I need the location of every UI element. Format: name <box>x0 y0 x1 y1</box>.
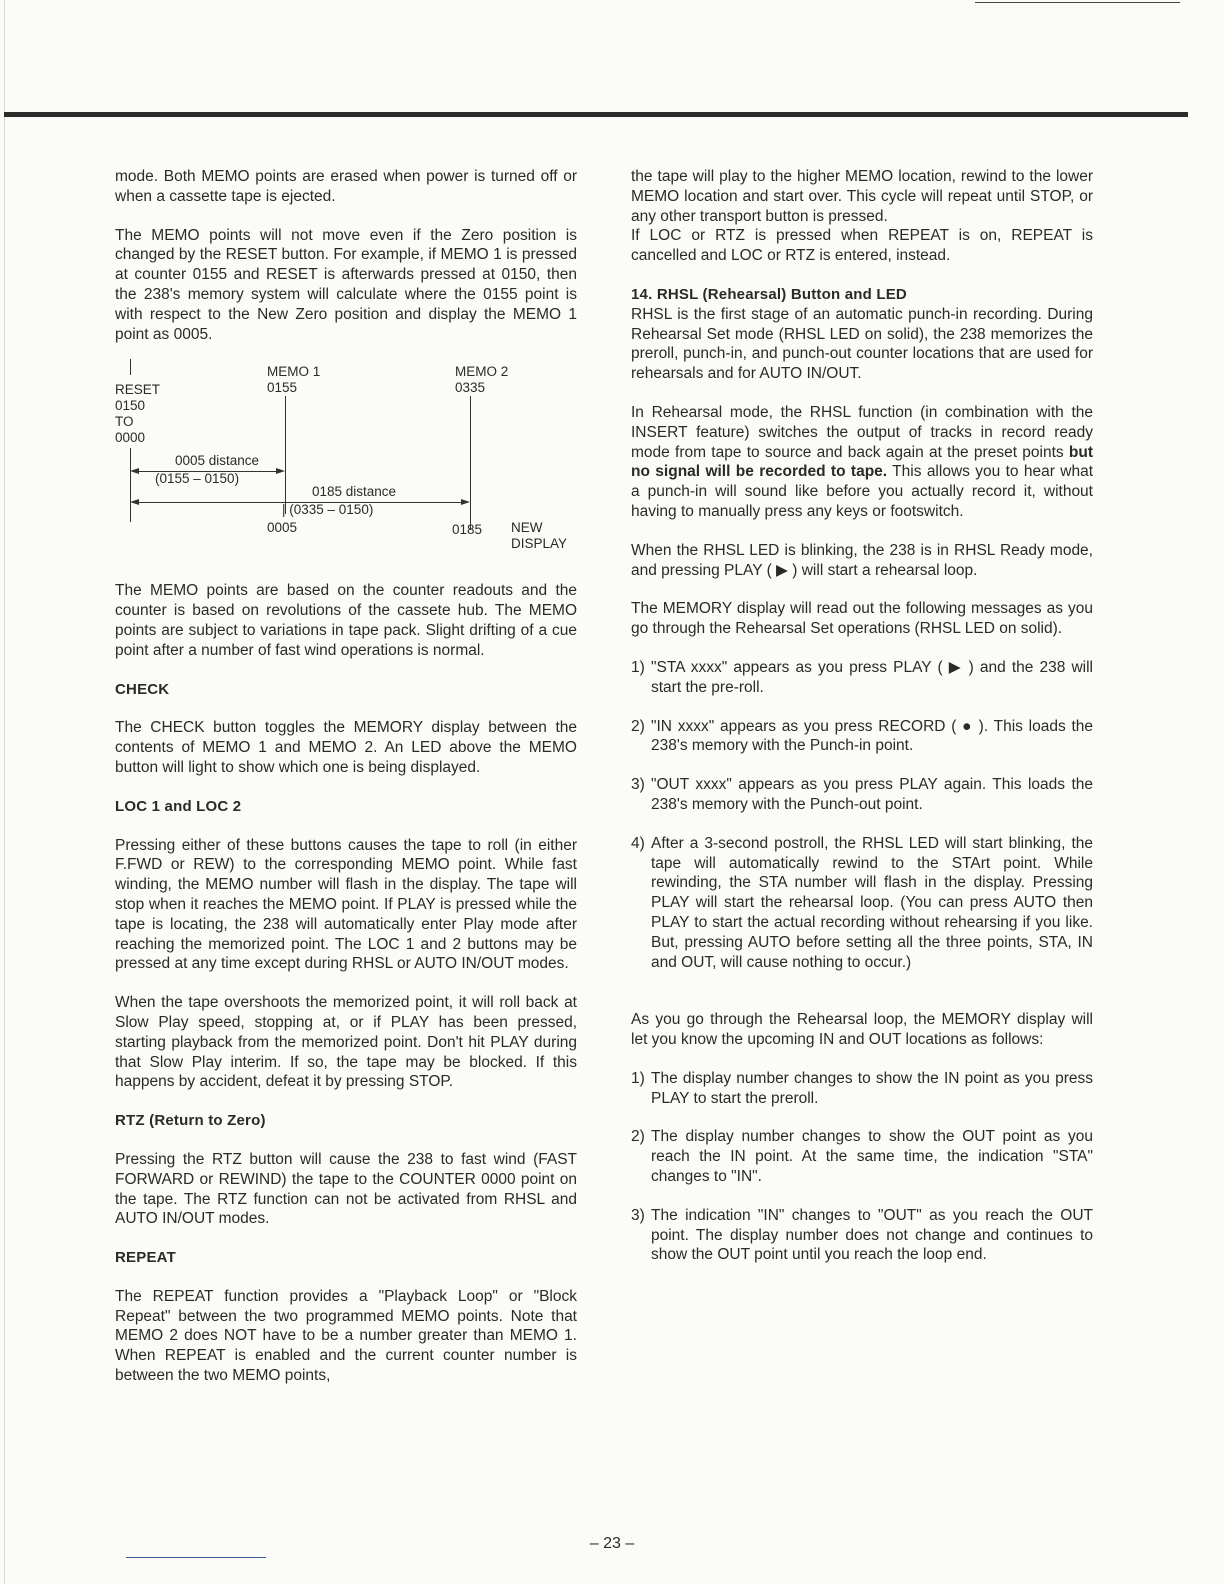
paragraph-rehearsal-loop: As you go through the Rehearsal loop, the MEMORY display will let you know the upcoming IN and OUT locations as follows: <box>631 1011 1093 1049</box>
rehearsal-mode-text-a: In Rehearsal mode, the RHSL function (in combination with the INSERT feature) switches the output of tracks in record ready mode from tape to source and back again at the preset points <box>631 403 1093 461</box>
memo1-value: 0155 <box>267 380 298 396</box>
paragraph-rhsl-blink: When the RHSL LED is blinking, the 238 is in RHSL Ready mode, and pressing PLAY ( ▶ ) will start a rehearsal loop. <box>631 541 1093 579</box>
to-label: TO <box>115 414 134 430</box>
memo2-value: 0335 <box>455 380 486 396</box>
paragraph-rtz: Pressing the RTZ button will cause the 238 to fast wind (FAST FORWARD or REWIND) the tape to the COUNTER 0000 point on the tape. The RTZ function can not be activated from RHSL and AUTO IN/OUT modes. <box>115 1150 577 1228</box>
rehearsal-mode-bold: but no signal will be recorded to tape. <box>631 443 1093 481</box>
distance2-label: 0185 distance <box>312 484 397 500</box>
memo1-line <box>285 396 286 514</box>
list-item: 3) "OUT xxxx" appears as you press PLAY again. This loads the 238's memory with the Punch-out point. <box>631 776 1093 813</box>
paragraph-repeat: The REPEAT function provides a "Playback Loop" or "Block Repeat" between the two programmed MEMO points. Note that MEMO 2 does NOT have to be a number greater than MEMO 1. When REPEAT is enabled and the current counter number is between the two MEMO points, <box>115 1287 577 1385</box>
header-rule <box>4 112 1188 117</box>
rehearsal-mode-text-b: This allows you to hear what a punch-in will sound like before you actually record it, without having to manually press any keys or footswitch. <box>631 463 1094 520</box>
paragraph-loc: Pressing either of these buttons causes the tape to roll (in either F.FWD or REW) to the corresponding MEMO point. While fast winding, the MEMO number will flash in the display. The tape will stop when it reaches the MEMO point. If PLAY is pressed while the tape is locating, the 238 will automatically enter Play mode after reaching the memorized point. The LOC 1 and 2 buttons may be pressed at any time except during RHSL or AUTO IN/OUT modes. <box>115 836 577 973</box>
new-value-1: 0005 <box>267 520 298 536</box>
distance1-arrow-head-left <box>130 468 139 474</box>
paragraph-overshoot: When the tape overshoots the memorized point, it will roll back at Slow Play speed, stopping at, or if PLAY has been pressed, starting playback from the memorized point. Don't hit PLAY during that Slow Play interim. If so, the tape may be blocked. If this happens by accident, defeat it by pressing STOP. <box>115 994 577 1091</box>
paragraph-memo-reset: The MEMO points will not move even if the Zero position is changed by the RESET button. For example, if MEMO 1 is pressed at counter 0155 and RESET is afterwards pressed at 0150, then the 238's memory system will calculate where the 0155 point is with respect to the New Zero position and display the MEMO 1 point as 0005. <box>115 226 577 343</box>
distance2-arrow-head-left <box>130 499 139 505</box>
zero-line <box>130 448 131 522</box>
paragraph-check: The CHECK button toggles the MEMORY display between the contents of MEMO 1 and MEMO 2. An LED above the MEMO button will light to show which one is being displayed. <box>115 719 577 776</box>
heading-repeat: REPEAT <box>115 1249 176 1267</box>
distance1-calc: (0155 – 0150) <box>155 471 240 487</box>
left-column <box>115 167 577 1386</box>
memo-counter-diagram <box>115 354 585 559</box>
paragraph-memory-display: The MEMORY display will read out the following messages as you go through the Rehearsal Set operations (RHSL LED on solid). <box>631 600 1093 638</box>
right-column <box>631 167 1093 1265</box>
page-edge <box>4 0 5 1584</box>
list-item: 1) "STA xxxx" appears as you press PLAY ( ▶ ) and the 238 will start the pre-roll. <box>631 658 1093 696</box>
distance1-label: 0005 distance <box>175 453 260 469</box>
page-number: – 23 – <box>589 1535 635 1552</box>
paragraph-memo-erase: mode. Both MEMO points are erased when power is turned off or when a cassette tape is ejected. <box>115 168 577 205</box>
paragraph-repeat-cont: the tape will play to the higher MEMO location, rewind to the lower MEMO location and start over. This cycle will repeat until STOP, or any other transport button is pressed. <box>631 168 1093 225</box>
list-item: 2) "IN xxxx" appears as you press RECORD ( ● ). This loads the 238's memory with the Punch-in point. <box>631 717 1093 755</box>
list-item: 1) The display number changes to show the IN point as you press PLAY to start the preroll. <box>631 1069 1093 1107</box>
memo2-label: MEMO 2 <box>455 364 509 380</box>
display-label: DISPLAY <box>511 536 568 552</box>
list-item: 4) After a 3-second postroll, the RHSL LED will start blinking, the tape will automatically rewind to the STArt point. While rewinding, the STA number will flash in the display. Pressing PLAY will start the rehearsal loop. (You can press AUTO then PLAY to start the actual recording without rehearsing if you like. But, pressing AUTO before setting all the three points, STA, IN and OUT, will cause nothing to occur.) <box>631 834 1093 971</box>
reset-label: RESET <box>115 382 161 398</box>
to-value: 0000 <box>115 430 146 446</box>
paragraph-rhsl: RHSL is the first stage of an automatic punch-in recording. During Rehearsal Set mode (RHSL LED on solid), the 238 memorizes the preroll, punch-in, and punch-out counter locations that are used for rehearsals and for AUTO IN/OUT. <box>631 305 1093 383</box>
distance1-arrow-head-right <box>276 468 285 474</box>
list-item: 3) The indication "IN" changes to "OUT" as you reach the OUT point. The display number does not change and continues to show the OUT point until you reach the loop end. <box>631 1206 1093 1264</box>
paragraph-counter: The MEMO points are based on the counter readouts and the counter is based on revolutions of the cassete hub. The MEMO points are subject to variations in tape pack. Slight drifting of a cue point after a number of fast wind operations is normal. <box>115 582 577 659</box>
reset-value: 0150 <box>115 398 146 414</box>
footer-rule <box>126 1557 266 1558</box>
reset-tick <box>130 359 131 375</box>
new-value-2: 0185 <box>452 522 483 538</box>
memo1-label: MEMO 1 <box>267 364 321 380</box>
heading-loc: LOC 1 and LOC 2 <box>115 797 242 815</box>
new-label: NEW <box>511 520 543 536</box>
top-rule-thin <box>975 2 1180 3</box>
heading-rtz: RTZ (Return to Zero) <box>115 1112 266 1130</box>
distance2-calc: | (0335 – 0150) <box>282 502 374 518</box>
heading-check: CHECK <box>115 680 170 698</box>
list-item: 2) The display number changes to show the OUT point as you reach the IN point. At the same time, the indication "STA" changes to "IN". <box>631 1128 1093 1186</box>
heading-rhsl: 14. RHSL (Rehearsal) Button and LED <box>631 285 907 303</box>
paragraph-rehearsal-mode <box>631 403 1093 522</box>
distance2-arrow-head-right <box>461 499 470 505</box>
paragraph-repeat-cancel: If LOC or RTZ is pressed when REPEAT is on, REPEAT is cancelled and LOC or RTZ is entered, instead. <box>631 227 1093 265</box>
memo2-line <box>470 396 471 530</box>
